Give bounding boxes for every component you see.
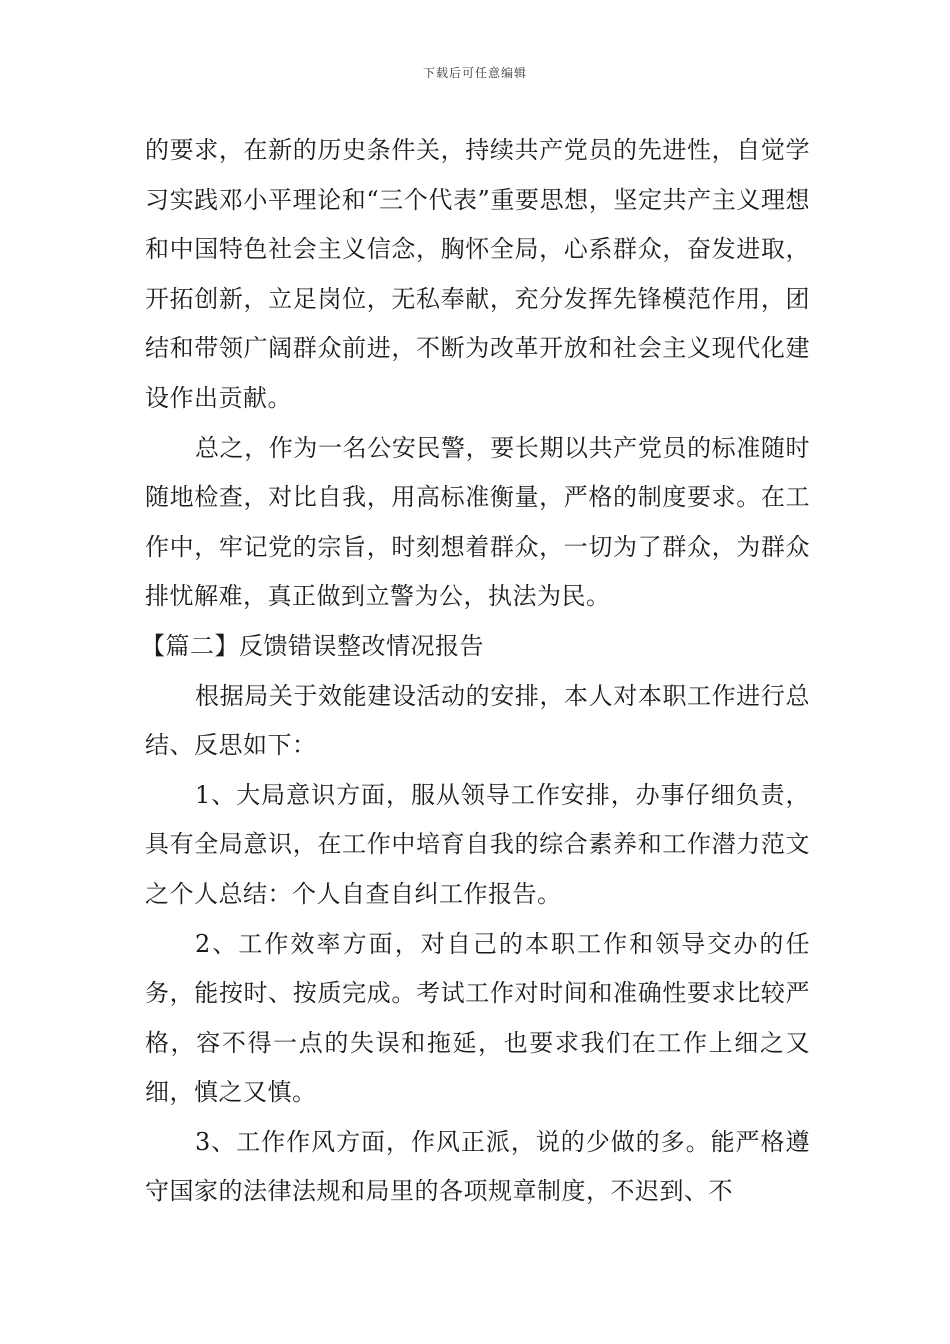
- page-header-note: 下载后可任意编辑: [422, 66, 527, 80]
- paragraph-intro: 根据局关于效能建设活动的安排，本人对本职工作进行总结、反思如下：: [145, 681, 810, 760]
- paragraph-summary: 总之，作为一名公安民警，要长期以共产党员的标准随时随地检查，对比自我，用高标准衡量，严格的制度要求。在工作中，牢记党的宗旨，时刻想着群众，一切为了群众，为群众排忧解难，真正做到立警为公，执法为民。: [145, 433, 810, 611]
- paragraph-item-3: 3、工作作风方面，作风正派，说的少做的多。能严格遵守国家的法律法规和局里的各项规章制度，不迟到、不: [145, 1127, 810, 1206]
- paragraph-item-1: 1、大局意识方面，服从领导工作安排，办事仔细负责，具有全局意识，在工作中培育自我的综合素养和工作潜力范文之个人总结：个人自查自纠工作报告。: [145, 780, 810, 908]
- paragraph-item-2: 2、工作效率方面，对自己的本职工作和领导交办的任务，能按时、按质完成。考试工作对时间和准确性要求比较严格，容不得一点的失误和拖延，也要求我们在工作上细之又细，慎之又慎。: [145, 929, 810, 1107]
- document-body: [141, 126, 810, 1217]
- paragraph-continuation: 的要求，在新的历史条件关，持续共产党员的先进性，自觉学习实践邓小平理论和“三个代表”重要思想，坚定共产主义理想和中国特色社会主义信念，胸怀全局，心系群众，奋发进取，开拓创新，立足岗位，无私奉献，充分发挥先锋模范作用，团结和带领广阔群众前进，不断为改革开放和社会主义现代化建设作出贡献。: [145, 136, 810, 412]
- section-heading: 【篇二】反馈错误整改情况报告: [141, 631, 484, 660]
